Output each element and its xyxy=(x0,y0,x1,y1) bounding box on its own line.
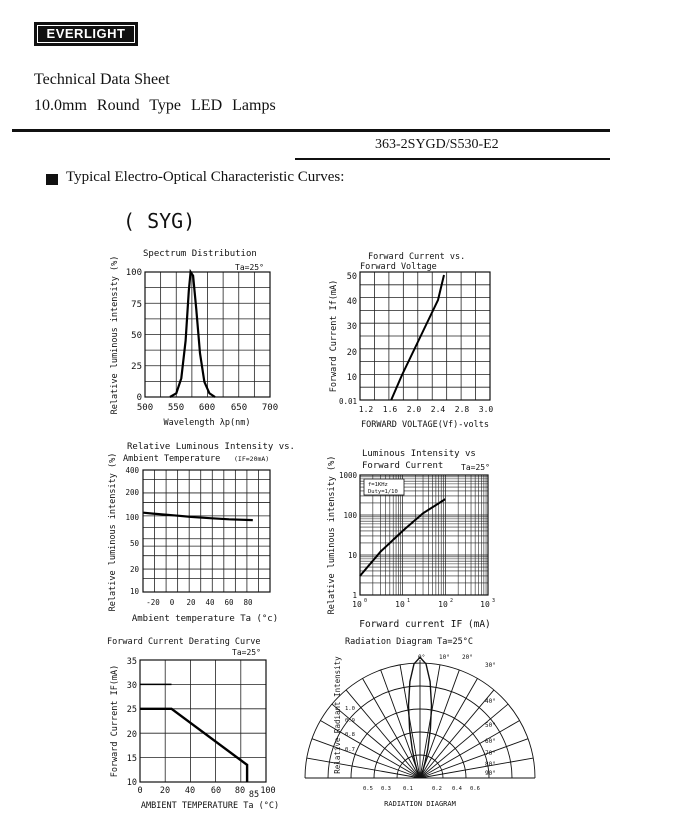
bottom-label: 0.4 xyxy=(452,786,462,792)
plot-frame xyxy=(143,470,270,592)
chart-condition: (IF=20mA) xyxy=(234,455,270,463)
x-tick: 40 xyxy=(205,598,215,607)
bottom-label: 0.1 xyxy=(403,786,413,792)
radiation-diagram xyxy=(305,637,535,808)
chart-condition: Ta=25° xyxy=(235,263,264,272)
y-tick: 40 xyxy=(346,297,357,307)
part-number: 363-2SYGD/S530-E2 xyxy=(375,137,499,152)
chart-title: Forward Current vs. xyxy=(368,252,466,262)
y-tick: 50 xyxy=(131,331,142,341)
chart-title: Forward Voltage xyxy=(360,262,437,272)
angle-label: 60° xyxy=(485,738,496,745)
radial-label: 0.9 xyxy=(345,718,355,724)
forward-voltage-chart xyxy=(329,252,493,430)
derating-curve xyxy=(140,709,247,782)
x-axis-label: RADIATION DIAGRAM xyxy=(384,800,456,808)
y-tick: 10 xyxy=(129,587,139,596)
y-axis-label: Relative luminous intensity (%) xyxy=(110,255,120,415)
doc-type-title: Technical Data Sheet xyxy=(34,71,170,88)
x-tick: 10 xyxy=(438,600,448,609)
x-tick: 100 xyxy=(260,786,276,796)
chart-title: Luminous Intensity vs xyxy=(362,449,476,459)
x-tick: 10 xyxy=(480,600,490,609)
y-tick: 50 xyxy=(346,272,357,282)
bottom-label: 0.5 xyxy=(363,786,373,792)
y-axis-label: Forward Current If(mA) xyxy=(329,279,339,393)
chart-title: Ambient Temperature xyxy=(123,454,221,464)
intensity-current-chart xyxy=(327,449,495,630)
x-axis-label: Forward current IF (mA) xyxy=(359,619,491,630)
section-title: Typical Electro-Optical Characteristic Curves: xyxy=(66,169,345,185)
angle-label: 0° xyxy=(418,654,426,661)
x-tick: 3.0 xyxy=(478,405,494,414)
bottom-label: 0.6 xyxy=(470,786,480,792)
bottom-label: 0.2 xyxy=(432,786,442,792)
y-tick: 15 xyxy=(126,754,137,764)
y-axis-label: Relative luminous intensity (%) xyxy=(327,455,337,615)
x-tick: 80 xyxy=(243,598,253,607)
x-tick: 500 xyxy=(136,403,154,413)
y-tick: 30 xyxy=(346,322,357,332)
everlight-logo: EVERLIGHT xyxy=(34,22,138,46)
x-tick: 0 xyxy=(137,786,143,796)
angle-label: 90° xyxy=(485,770,496,777)
x-tick-exp: 0 xyxy=(364,598,368,604)
bottom-label: 0.3 xyxy=(381,786,391,792)
angle-label: 10° xyxy=(439,654,450,661)
x-axis-label: AMBIENT TEMPERATURE Ta (°C) xyxy=(140,801,280,811)
y-tick: 10 xyxy=(347,551,357,560)
chart-title: Spectrum Distribution xyxy=(143,249,257,259)
derating-chart xyxy=(107,637,279,811)
x-tick: 2.4 xyxy=(430,405,446,414)
x-tick: 550 xyxy=(167,403,185,413)
y-tick: 100 xyxy=(125,513,139,522)
y-tick: 10 xyxy=(346,373,357,383)
x-tick: 20 xyxy=(159,786,171,796)
y-tick: 0 xyxy=(136,393,142,403)
x-tick: 10 xyxy=(352,600,362,609)
x-tick: -20 xyxy=(146,598,160,607)
product-title: 10.0mm Round Type LED Lamps xyxy=(34,97,276,114)
temperature-curve xyxy=(144,513,253,520)
x-tick: 2.8 xyxy=(454,405,470,414)
chart-condition: Ta=25° xyxy=(232,648,261,657)
y-axis-label: Forward Current IF(mA) xyxy=(110,664,120,778)
x-tick: 10 xyxy=(395,600,405,609)
chart-title: Radiation Diagram Ta=25°C xyxy=(345,637,473,647)
angle-label: 50° xyxy=(485,722,496,729)
angle-label: 40° xyxy=(485,698,496,705)
y-tick: 25 xyxy=(126,705,137,715)
radial-label: 0.7 xyxy=(345,747,355,753)
x-axis-label: Ambient temperature Ta (°c) xyxy=(131,614,279,624)
variant-label: ( SYG) xyxy=(123,209,196,233)
chart-condition: Ta=25° xyxy=(461,463,490,472)
x-tick: 1.6 xyxy=(382,405,398,414)
radial-label: 1.0 xyxy=(345,706,355,712)
x-tick: 60 xyxy=(224,598,234,607)
x-axis-label: Wavelength λp(nm) xyxy=(163,418,251,428)
y-axis-label: Relative Radiant Intensity xyxy=(333,656,342,774)
y-tick: 25 xyxy=(131,362,142,372)
x-tick: 85 xyxy=(248,790,260,800)
y-tick: 100 xyxy=(343,511,357,520)
chart-title: Relative Luminous Intensity vs. xyxy=(127,442,295,452)
x-tick: 40 xyxy=(184,786,196,796)
y-tick: 100 xyxy=(125,268,142,278)
y-tick: 20 xyxy=(126,730,137,740)
x-tick: 650 xyxy=(230,403,248,413)
temperature-chart xyxy=(108,442,295,624)
x-tick: 60 xyxy=(210,786,222,796)
legend-item: f=1KHz xyxy=(368,482,388,488)
y-tick: 1 xyxy=(352,591,357,600)
angle-label: 30° xyxy=(485,662,496,669)
y-tick: 1000 xyxy=(338,471,357,480)
chart-title: Forward Current Derating Curve xyxy=(107,637,261,647)
chart-title: Forward Current xyxy=(362,461,444,471)
radial-label: 0.8 xyxy=(345,732,355,738)
y-tick: 200 xyxy=(125,488,139,497)
y-axis-label: Relative luminous intensity (%) xyxy=(108,452,118,612)
x-tick-exp: 1 xyxy=(407,598,411,604)
y-tick: 0.01 xyxy=(338,397,357,406)
x-tick: 1.2 xyxy=(358,405,374,414)
angle-label: 80° xyxy=(485,761,496,768)
x-tick: 80 xyxy=(234,786,246,796)
x-tick: 600 xyxy=(198,403,216,413)
y-tick: 10 xyxy=(126,778,137,788)
x-tick-exp: 2 xyxy=(450,598,454,604)
y-tick: 50 xyxy=(129,539,139,548)
x-tick: 700 xyxy=(261,403,279,413)
y-tick: 75 xyxy=(131,300,142,310)
x-tick-exp: 3 xyxy=(492,598,496,604)
angle-label: 70° xyxy=(485,750,496,757)
x-tick: 0 xyxy=(169,598,175,607)
x-axis-label: FORWARD VOLTAGE(Vf)-volts xyxy=(361,420,489,430)
y-tick: 20 xyxy=(129,565,139,574)
y-tick: 35 xyxy=(126,657,137,667)
spectrum-chart xyxy=(110,249,278,428)
y-tick: 20 xyxy=(346,348,357,358)
legend-item: Duty=1/10 xyxy=(368,489,398,495)
y-tick: 30 xyxy=(126,681,137,691)
x-tick: 20 xyxy=(186,598,196,607)
angle-label: 20° xyxy=(462,654,473,661)
y-tick: 400 xyxy=(125,466,139,475)
x-tick: 2.0 xyxy=(406,405,422,414)
